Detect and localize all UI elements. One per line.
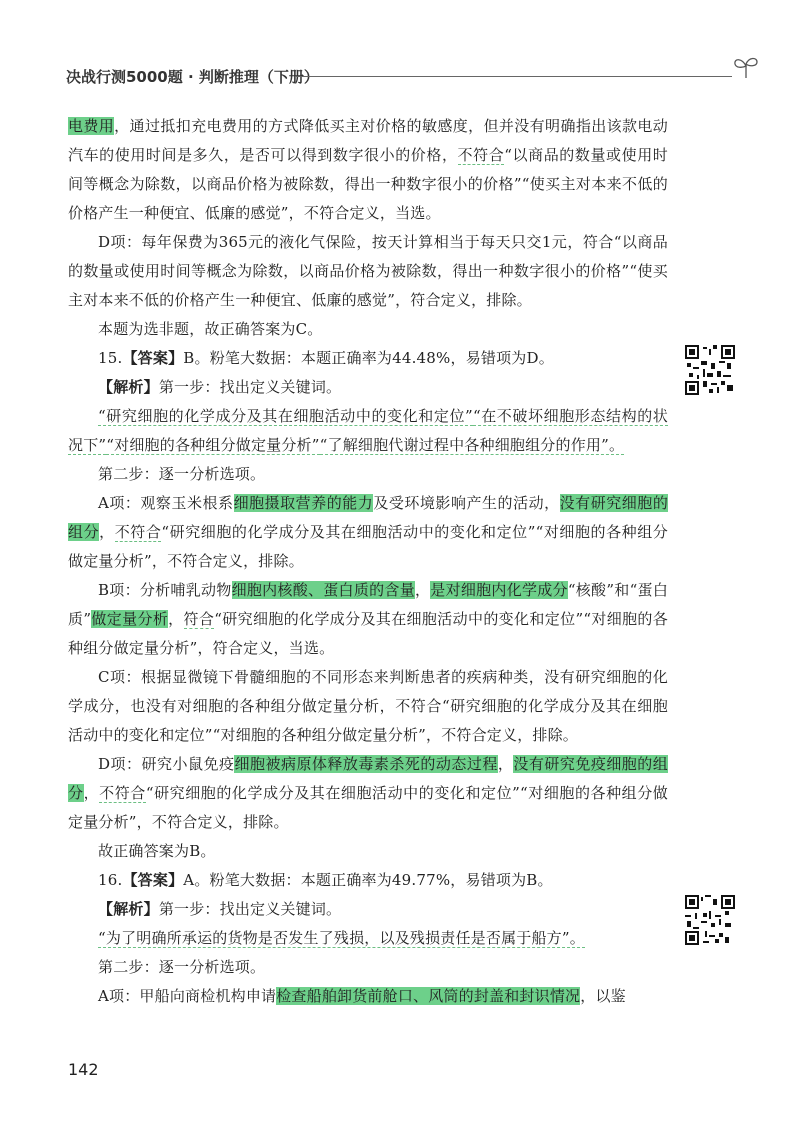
header-rule (296, 76, 732, 77)
answer-label: 【答案】 (122, 349, 184, 367)
book-title: 决战行测5000题 · 判断推理（下册） (66, 68, 319, 86)
running-header (60, 62, 760, 92)
analysis-label: 【解析】 (98, 378, 159, 396)
q16-analysis-step2: 第二步：逐一分析选项。 (98, 958, 266, 976)
q15-option-a: A项：观察玉米根系细胞摄取营养的能力及受环境影响产生的活动，没有研究细胞的组分，不符合“研究细胞的化学成分及其在细胞活动中的变化和定位”“对细胞的各种组分做定量分析”，不符合定义，排除。 (68, 494, 669, 570)
wavy-underline: 不符合 (457, 146, 505, 164)
q16-option-a: A项：甲船向商检机构申请检查船舶卸货前舱口、风筒的封盖和封识情况，以鉴 (98, 987, 626, 1005)
q15-option-b: B项：分析哺乳动物细胞内核酸、蛋白质的含量，是对细胞内化学成分“核酸”和“蛋白质”做定量分析，符合“研究细胞的化学成分及其在细胞活动中的变化和定位”“对细胞的各种组分做定量分析”，符合定义，当选。 (68, 581, 669, 657)
q15-conclusion: 故正确答案为B。 (98, 842, 216, 860)
q15-analysis-step2: 第二步：逐一分析选项。 (98, 465, 266, 483)
option-d-text: D项：每年保费为365元的液化气保险，按天计算相当于每天只交1元，符合“以商品的数量或使用时间等概念为除数，以商品价格为被除数，得出一种数字很小的价格”“使买主对本来不低的价格产生一种便宜、低廉的感觉”，符合定义，排除。 (68, 233, 668, 309)
paragraph-c-continued: 电费用，通过抵扣充电费用的方式降低买主对价格的敏感度，但并没有明确指出该款电动汽车的使用时间是多久，是否可以得到数字很小的价格，不符合“以商品的数量或使用时间等概念为除数，以商品价格为被除数，得出一种数字很小的价格”“使买主对本来不低的价格产生一种便宜、低廉的感觉”，不符合定义，当选。 (68, 117, 668, 222)
analysis-label: 【解析】 (98, 900, 159, 918)
q15-keywords: “研究细胞的化学成分及其在细胞活动中的变化和定位”“在不破坏细胞形态结构的状况下”“对细胞的各种组分做定量分析”“了解细胞代谢过程中各种细胞组分的作用”。 (68, 407, 668, 454)
q16-analysis-step1: 【解析】第一步：找出定义关键词。 (98, 900, 342, 918)
sprout-icon (732, 54, 760, 80)
q16-keywords: “为了明确所承运的货物是否发生了残损，以及残损责任是否属于船方”。 (98, 929, 585, 947)
qr-code-icon[interactable] (685, 895, 735, 945)
qr-code-icon[interactable] (685, 345, 735, 395)
q16-answer: 16.【答案】A。粉笔大数据：本题正确率为49.77%，易错项为B。 (98, 871, 553, 889)
highlight-mark: 电费用 (68, 117, 115, 135)
q15-option-c: C项：根据显微镜下骨髓细胞的不同形态来判断患者的疾病种类，没有研究细胞的化学成分，也没有对细胞的各种组分做定量分析，不符合“研究细胞的化学成分及其在细胞活动中的变化和定位”“对细胞的各种组分做定量分析”，不符合定义，排除。 (68, 668, 668, 744)
q15-answer: 15.【答案】B。粉笔大数据：本题正确率为44.48%，易错项为D。 (98, 349, 554, 367)
page-body (68, 112, 668, 1011)
answer-conclusion: 本题为选非题，故正确答案为C。 (98, 320, 323, 338)
page-number: 142 (68, 1060, 99, 1079)
q15-option-d: D项：研究小鼠免疫细胞被病原体释放毒素杀死的动态过程，没有研究免疫细胞的组分，不符合“研究细胞的化学成分及其在细胞活动中的变化和定位”“对细胞的各种组分做定量分析”，不符合定义，排除。 (68, 755, 668, 831)
answer-label: 【答案】 (122, 871, 184, 889)
q15-analysis-step1: 【解析】第一步：找出定义关键词。 (98, 378, 342, 396)
